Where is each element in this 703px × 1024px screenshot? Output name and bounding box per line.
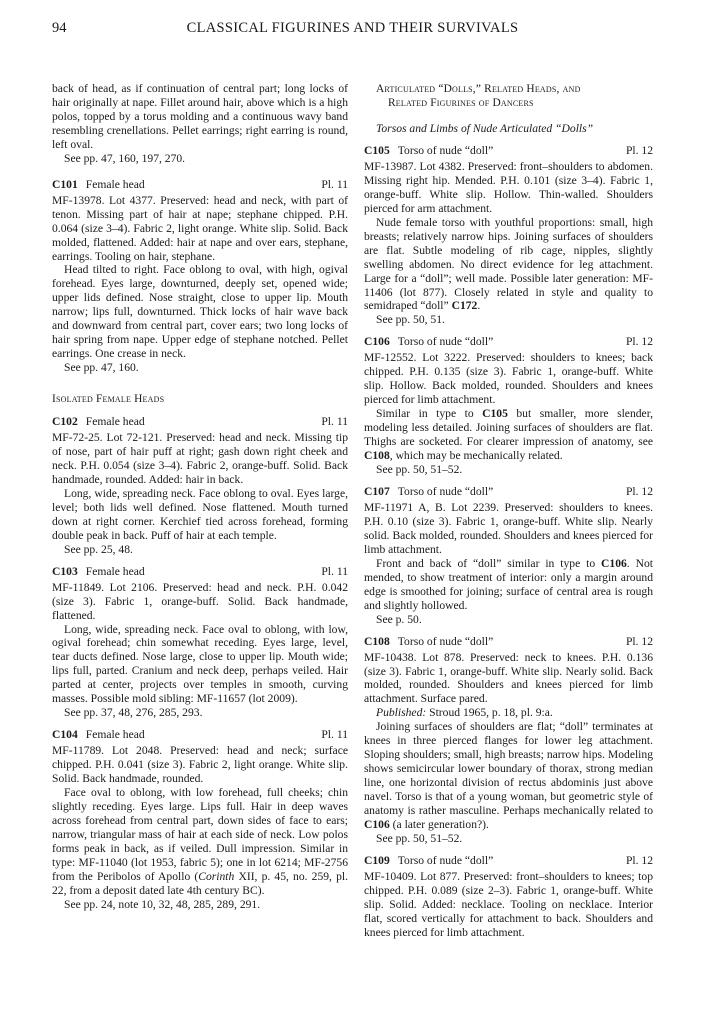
section-heading-line2: Related Figurines of Dancers xyxy=(388,97,534,109)
entry-paragraph: Joining surfaces of shoulders are flat; “doll” terminates at knees in three pierced flanges for lower leg attachment. Sloping shoulders; small, high breasts; narrow hips. Modeling shows semicircular lower boundary of thorax, strong median line, one horizontal division of rectus abdominis just above navel. Torso is that of a young woman, but geometric style of anatomy is rather masculine. Perhaps mechanically related to C106 (a later generation?). xyxy=(364,720,653,831)
plate-ref: Pl. 11 xyxy=(321,177,348,191)
entry-description: MF-10438. Lot 878. Preserved: neck to knees. P.H. 0.136 (size 3). Fabric 1, orange-buff. White slip. Nearly solid. Back molded, rounded. Shoulders and knees pierced for limb attachment. Surface pared. xyxy=(364,650,653,706)
cross-reference: C106 xyxy=(601,556,627,570)
see-reference: See pp. 24, note 10, 32, 48, 285, 289, 291. xyxy=(64,897,261,911)
section-heading: Isolated Female Heads xyxy=(52,393,165,406)
cross-reference: C106 xyxy=(364,817,390,831)
plate-ref: Pl. 12 xyxy=(625,335,653,349)
see-reference: See pp. 50, 51–52. xyxy=(376,831,463,845)
plate-ref: Pl. 12 xyxy=(625,484,653,498)
see-reference: See pp. 37, 48, 276, 285, 293. xyxy=(64,706,203,720)
see-reference: See p. 50. xyxy=(376,612,422,626)
page-header xyxy=(52,20,653,42)
entry-id: C102 xyxy=(52,415,78,429)
see-reference: See pp. 47, 160. xyxy=(64,361,139,375)
entry-heading-c109 xyxy=(364,854,653,868)
entry-id: C107 xyxy=(364,484,390,498)
entry-description: MF-72-25. Lot 72-121. Preserved: head and neck. Missing tip of nose, part of hair puff at right; gash down right cheek and neck. P.H. 0.054 (size 3–4). Fabric 2, orange-buff. Solid. Back handmade, rounded. Added: hair in back. xyxy=(52,431,348,486)
right-column xyxy=(364,82,653,940)
entry-heading-c103 xyxy=(52,565,348,579)
entry-description: MF-11849. Lot 2106. Preserved: head and neck. P.H. 0.042 (size 3). Fabric 1, orange-buff. Solid. Back handmade, flattened. xyxy=(52,580,348,622)
entry-description: MF-11789. Lot 2048. Preserved: head and neck; surface chipped. P.H. 0.041 (size 3). Fabric 2, light orange. White slip. Solid. Back handmade, rounded. xyxy=(52,744,348,786)
entry-title: Female head xyxy=(85,564,145,578)
subsection-heading: Torsos and Limbs of Nude Articulated “Dolls” xyxy=(376,122,594,135)
running-title: CLASSICAL FIGURINES AND THEIR SURVIVALS xyxy=(186,20,519,36)
entry-description: MF-12552. Lot 3222. Preserved: shoulders to knees; back chipped. P.H. 0.135 (size 3). Fabric 1, orange-buff. White slip. Hollow. Back molded, rounded. Shoulders and knees pierced for limb attachment. xyxy=(364,351,653,407)
cross-reference: C105 xyxy=(482,407,508,421)
entry-description: MF-10409. Lot 877. Preserved: front–shoulders to knees; top chipped. P.H. 0.089 (size 2–3). Fabric 1, orange-buff. White slip. Solid. Added: necklace. Tooling on necklace. Interior flat, scored vertically for attachment to back. Shoulders and knees pierced for limb attachment. xyxy=(364,869,653,939)
entry-paragraph: Similar in type to C105 but smaller, more slender, modeling less detailed. Joining surfaces of shoulders are flat. Thighs are socketed. For clearer impression of anatomy, see C108, which may be mechanically related. xyxy=(364,407,653,463)
entry-paragraph: Long, wide, spreading neck. Face oval to oblong, with low, ogival forehead; chin somewhat receding. Eyes large, level, tear ducts defined. Nose large, close to upper lip. Mouth wide; lips full, parted. Cranium and neck deep, perhaps veiled. Hair parted at center, projects over temples in smooth, curving masses. Possible mold sibling: MF-11657 (lot 2009). xyxy=(52,622,348,706)
left-column xyxy=(52,82,348,912)
entry-id: C104 xyxy=(52,728,78,742)
entry-id: C103 xyxy=(52,564,78,578)
entry-paragraph: Long, wide, spreading neck. Face oblong to oval. Eyes large, level; both lids well defined. Nose flattened. Mouth turned down at right corner. Kerchief tied across forehead, forming double peak in back. Puff of hair at each temple. xyxy=(52,486,348,542)
entry-title: Torso of nude “doll” xyxy=(397,484,494,498)
entry-title: Torso of nude “doll” xyxy=(397,634,494,648)
entry-title: Torso of nude “doll” xyxy=(397,143,494,157)
cross-reference: C172 xyxy=(451,299,478,313)
published-line: Published: Stroud 1965, p. 18, pl. 9:a. xyxy=(376,706,553,720)
entry-description: MF-13978. Lot 4377. Preserved: head and neck, with part of tenon. Missing part of hair at nape; stephane chipped. P.H. 0.064 (size 3–4). Fabric 2, light orange. White slip. Solid. Back molded, flattened. Added: hair at nape and over ears, stephane, earrings. Tooling on hair, stephane. xyxy=(52,193,348,263)
plate-ref: Pl. 11 xyxy=(321,415,348,429)
entry-title: Female head xyxy=(85,177,145,191)
entry-description: MF-13987. Lot 4382. Preserved: front–shoulders to abdomen. Missing right hip. Mended. P.H. 0.101 (size 3–4). Fabric 1, orange-buff. White slip. Hollow. Thin-walled. Shoulders pierced for arm attachment. xyxy=(364,159,653,215)
entry-id: C106 xyxy=(364,335,390,349)
entry-heading-c101 xyxy=(52,178,348,192)
entry-id: C105 xyxy=(364,143,390,157)
continuation-text: back of head, as if continuation of central part; long locks of hair originally at nape. Fillet around hair, above which is a high polos, topped by a torus molding and a continuous wavy band resembling crenellations. Pellet earrings; right earring is round, left oval. xyxy=(52,82,348,151)
entry-heading-c105 xyxy=(364,144,653,158)
see-reference: See pp. 47, 160, 197, 270. xyxy=(64,151,186,165)
entry-heading-c104 xyxy=(52,728,348,742)
entry-title: Torso of nude “doll” xyxy=(397,335,494,349)
plate-ref: Pl. 11 xyxy=(321,728,348,742)
plate-ref: Pl. 12 xyxy=(625,853,653,867)
entry-id: C101 xyxy=(52,177,78,191)
plate-ref: Pl. 11 xyxy=(321,564,348,578)
entry-heading-c107 xyxy=(364,485,653,499)
entry-description: MF-11971 A, B. Lot 2239. Preserved: shoulders to knees. P.H. 0.10 (size 3). Fabric 1, orange-buff. White slip. Nearly solid. Back molded, rounded. Shoulders and knees pierced for limb attachment. xyxy=(364,500,653,556)
section-heading: Articulated “Dolls,” Related Heads, and xyxy=(376,83,581,95)
cross-reference: C108 xyxy=(364,449,390,463)
see-reference: See pp. 50, 51. xyxy=(376,313,445,327)
see-reference: See pp. 50, 51–52. xyxy=(376,463,463,477)
page-number: 94 xyxy=(52,20,67,36)
entry-paragraph: Front and back of “doll” similar in type to C106. Not mended, to show treatment of interior: only a margin around edge is smoothed for joining; surface of central area is rough and slightly hollowed. xyxy=(364,556,653,612)
italic-title: Corinth xyxy=(198,869,235,883)
see-reference: See pp. 25, 48. xyxy=(64,542,133,556)
entry-paragraph: Face oval to oblong, with low forehead, full cheeks; chin slightly receding. Eyes large. Lips full. Hair in deep waves across forehead from central part, down sides of face to ears; narrow, triangular mass of hair at each side of neck. Low polos forms peak in back, as if veiled. Dull impression. Similar in type: MF-11040 (lot 1953, fabric 5); one in lot 6214; MF-2756 from the Peribolos of Apollo (Corinth XII, p. 45, no. 259, pl. 22, from a deposit dated late 4th century BC). xyxy=(52,786,348,897)
entry-heading-c108 xyxy=(364,635,653,649)
published-label: Published: xyxy=(376,706,427,720)
entry-id: C108 xyxy=(364,634,390,648)
entry-paragraph: Nude female torso with youthful proportions: small, high breasts; relatively narrow hips. Joining surfaces of shoulders are flat. Subtle modeling of rib cage, nipples, slightly swelling abdomen. No direct evidence for leg attachment. Large for a “doll”; well made. Possible later generation: MF-11406 (lot 877). Closely related in style and quality to semidraped “doll” C172. xyxy=(364,215,653,313)
entry-id: C109 xyxy=(364,853,390,867)
entry-heading-c106 xyxy=(364,335,653,349)
entry-title: Torso of nude “doll” xyxy=(397,853,494,867)
plate-ref: Pl. 12 xyxy=(625,143,653,157)
entry-title: Female head xyxy=(85,415,145,429)
entry-heading-c102 xyxy=(52,415,348,429)
entry-paragraph: Head tilted to right. Face oblong to oval, with high, ogival forehead. Eyes large, downturned, deeply set, opened wide; upper lids defined. Nose straight, close to upper lip. Mouth narrow; lips full, downturned. Thick locks of hair wave back and downward from central part, cover ears; two long locks of hair spring from nape. Upper edge of stephane notched. Pellet earrings. One crease in neck. xyxy=(52,263,348,361)
entry-title: Female head xyxy=(85,728,145,742)
plate-ref: Pl. 12 xyxy=(625,634,653,648)
